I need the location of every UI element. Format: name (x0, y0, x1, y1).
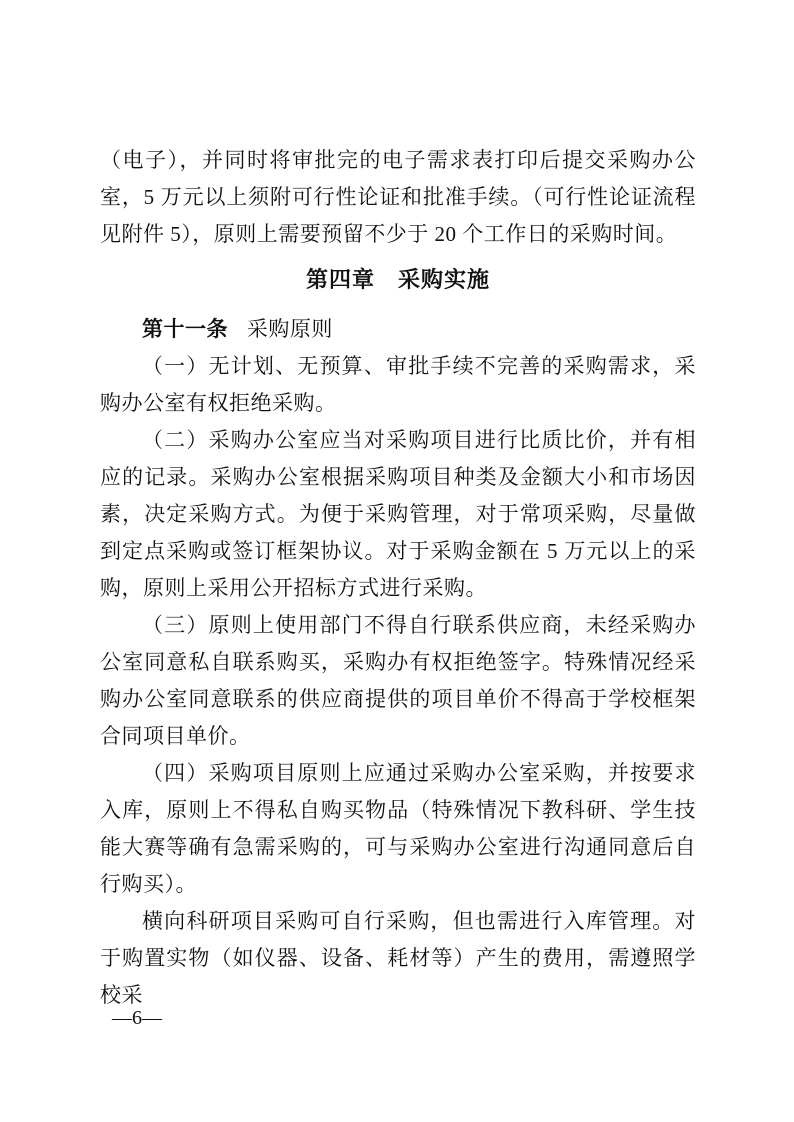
paragraph-body: （四）采购项目原则上应通过采购办公室采购，并按要求入库，原则上不得私自购买物品（特殊情况下教科研、学生技能大赛等确有急需采购的，可与采购办公室进行沟通同意后自行购买）。 (100, 761, 696, 896)
article-heading (100, 311, 696, 348)
page-number: —6— (112, 1007, 162, 1029)
article-number: 第十一条 (142, 317, 228, 341)
paragraph-body: （一）无计划、无预算、审批手续不完善的采购需求，采购办公室有权拒绝采购。 (100, 354, 696, 415)
paragraph-body: （二）采购办公室应当对采购项目进行比质比价，并有相应的记录。采购办公室根据采购项目种类及金额大小和市场因素，决定采购方式。为便于采购管理，对于常项采购，尽量做到定点采购或签订框架协议。对于采购金额在 5 万元以上的采购，原则上采用公开招标方式进行采购。 (100, 428, 696, 600)
paragraph-body: 横向科研项目采购可自行采购，但也需进行入库管理。对于购置实物（如仪器、设备、耗材等）产生的费用，需遵照学校采 (100, 909, 696, 1007)
chapter-heading: 第四章 采购实施 (305, 267, 490, 292)
paragraph-body: （电子），并同时将审批完的电子需求表打印后提交采购办公室，5 万元以上须附可行性论证和批准手续。（可行性论证流程见附件 5），原则上需要预留不少于 20 个工作日的采购时间。 (100, 148, 696, 246)
article-title: 采购原则 (246, 317, 333, 341)
paragraph-body: （三）原则上使用部门不得自行联系供应商，未经采购办公室同意私自联系购买，采购办有权拒绝签字。特殊情况经采购办公室同意联系的供应商提供的项目单价不得高于学校框架合同项目单价。 (100, 613, 696, 748)
